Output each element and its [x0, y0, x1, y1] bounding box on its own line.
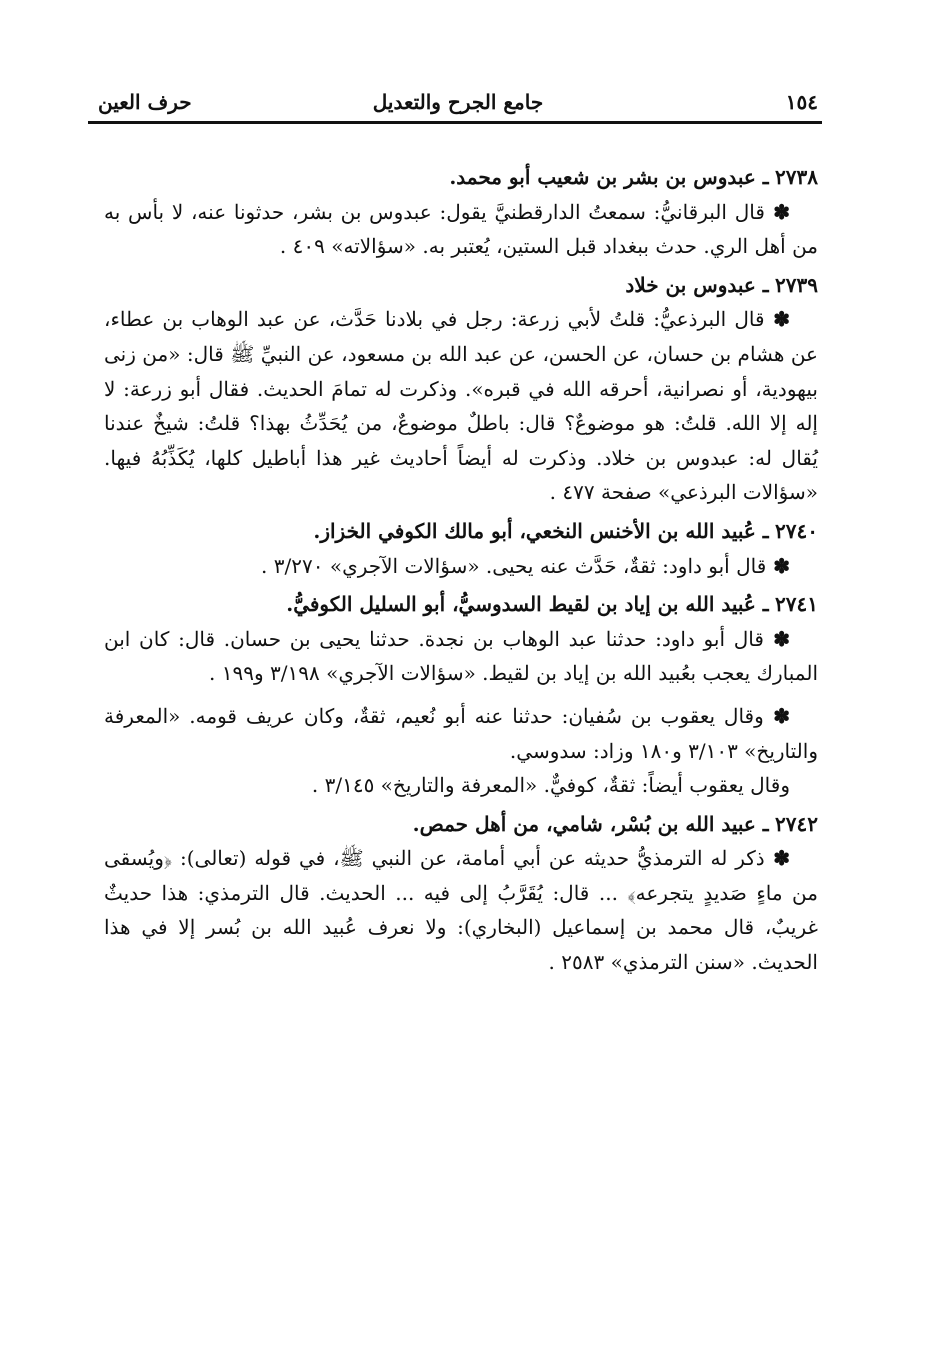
entry-heading: ٢٧٤٢ ـ عبيد الله بن بُسْر، شامي، من أهل حمص. — [412, 811, 818, 836]
entry-paragraph: ✽ قال البرذعيُّ: قلتُ لأبي زرعة: رجل في بلادنا حَدَّث، عن عبد الوهاب بن عطاء، عن هشام بن حسان، عن الحسن، عن عبد الله بن مسعود، عن النبيِّ ﷺ قال: «من زنى بيهودية، أو نصرانية، أحرقه الله في قبره». وذكرت له تمامَ الحديث. فقال أبو زرعة: لا إله إلا الله. قلتُ: هو موضوعٌ؟ قال: باطلٌ موضوعٌ، من يُحَدِّثُ بهذا؟ قلتُ: شيخٌ عندنا يُقال له: عبدوس بن خلاد. وذكرت له أيضاً أحاديث غير هذا أباطيل كلها، يُكَذِّبُهُ فيها. «سؤالات البرذعي» صفحة ٤٧٧ . — [104, 307, 818, 505]
entry-heading: ٢٧٣٩ ـ عبدوس بن خلاد — [625, 272, 818, 297]
entry-number: ٢٧٣٩ — [775, 272, 818, 297]
page-body — [104, 160, 818, 980]
entry-paragraph: ✽ ذكر له الترمذيُّ حديثه عن أبي أمامة، عن النبي ﷺ، في قوله (تعالى): ﴿ويُسقى من ماءٍ صَديدٍ يتجرعه﴾ ... قال: يُقَرَّبُ إلى فيه ... الحديث. قال الترمذي: هذا حديثٌ غريبٌ، قال محمد بن إسماعيل (البخاري): ولا نعرف عُبيد الله بن بُسر إلا في هذا الحديث. «سنن الترمذي» ٢٥٨٣ . — [104, 846, 818, 975]
header-rule — [88, 121, 822, 124]
entry-number: ٢٧٤١ — [775, 592, 818, 617]
entry-paragraph: وقال يعقوب أيضاً: ثقةٌ، كوفيٌّ. «المعرفة والتاريخ» ٣/١٤٥ . — [311, 773, 790, 798]
entry-name: عُبيد الله بن الأخنس النخعي، أبو مالك الكوفي الخزاز. — [313, 518, 756, 543]
entry-name: عُبيد الله بن إياد بن لقيط السدوسيُّ، أبو السليل الكوفيُّ. — [286, 592, 756, 617]
entry-name: عبدوس بن خلاد — [625, 272, 756, 297]
entry-number: ٢٧٤٢ — [775, 811, 818, 836]
entry-name: عبدوس بن بشر بن شعيب أبو محمد. — [449, 165, 756, 189]
entry-heading: ٢٧٣٨ ـ عبدوس بن بشر بن شعيب أبو محمد. — [449, 165, 818, 189]
page-number: ١٥٤ — [785, 90, 818, 114]
entry-paragraph: ✽ وقال يعقوب بن سُفيان: حدثنا عنه أبو نُعيم، ثقةٌ، وكان عريف قومه. «المعرفة والتاريخ» ٣/١٠٣ و١٨٠ وزاد: سدوسي. — [104, 703, 818, 763]
entry-paragraph: ✽ قال البرقانيُّ: سمعتُ الدارقطنيَّ يقول: عبدوس بن بشر، حدثونا عنه، لا بأس به من أهل الري. حدث ببغداد قبل الستين، يُعتبر به. «سؤالاته» ٤٠٩ . — [104, 199, 818, 259]
section-title: حرف العين — [98, 90, 192, 114]
entry-number: ٢٧٤٠ — [775, 518, 818, 543]
entry-name: عبيد الله بن بُسْر، شامي، من أهل حمص. — [412, 811, 756, 836]
entry-paragraph: ✽ قال أبو داود: ثقةٌ، حَدَّث عنه يحيى. «سؤالات الآجري» ٣/٢٧٠ . — [261, 553, 790, 578]
page-header — [92, 80, 824, 120]
entry-paragraph: ✽ قال أبو داود: حدثنا عبد الوهاب بن نجدة. حدثنا يحيى بن حسان. قال: كان ابن المبارك يعجب بعُبيد الله بن إياد بن لقيط. «سؤالات الآجري» ٣/١٩٨ و١٩٩ . — [104, 626, 818, 686]
entry-number: ٢٧٣٨ — [775, 165, 818, 189]
entry-heading: ٢٧٤٠ ـ عُبيد الله بن الأخنس النخعي، أبو مالك الكوفي الخزاز. — [313, 518, 818, 543]
entry-heading: ٢٧٤١ ـ عُبيد الله بن إياد بن لقيط السدوسيُّ، أبو السليل الكوفيُّ. — [286, 592, 818, 617]
book-title: جامع الجرح والتعديل — [372, 90, 544, 114]
